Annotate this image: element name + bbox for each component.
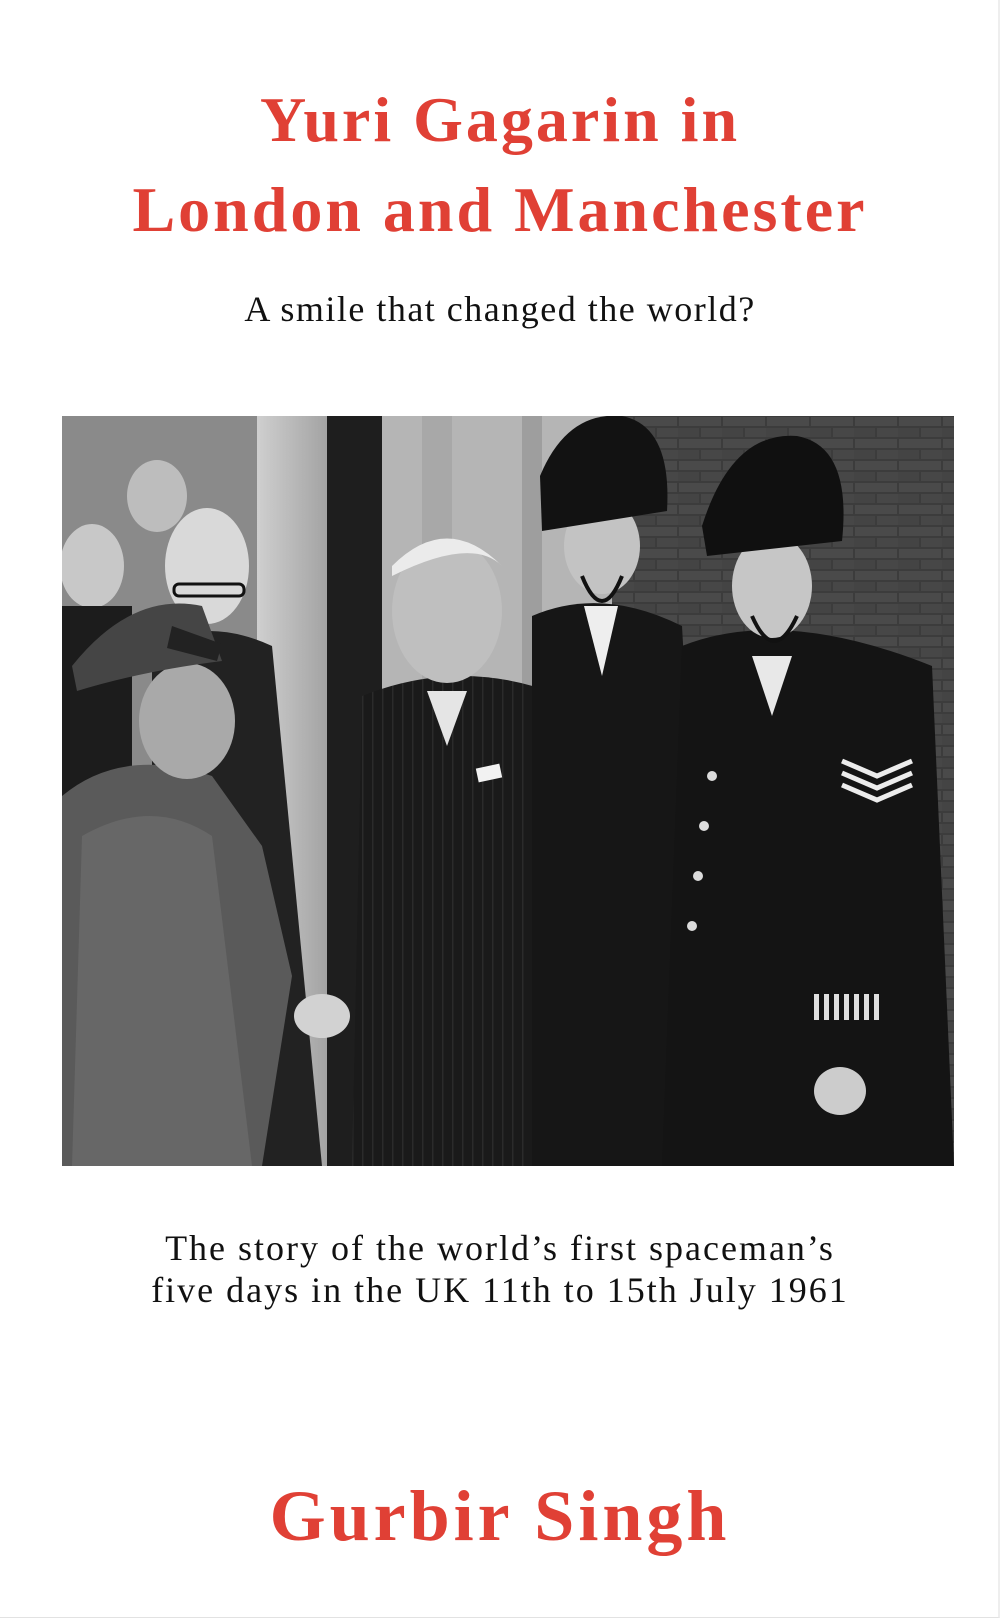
author-name: Gurbir Singh <box>269 1476 731 1556</box>
book-title-line-2: London and Manchester <box>132 174 868 245</box>
book-description-line-1: The story of the world’s first spaceman’s <box>165 1228 835 1268</box>
book-description-line-2: five days in the UK 11th to 15th July 1961 <box>151 1270 849 1310</box>
book-title-line-1: Yuri Gagarin in <box>259 84 741 155</box>
cover-photo-illustration <box>62 416 954 1166</box>
book-subtitle: A smile that changed the world? <box>244 289 756 329</box>
cover-photo <box>62 416 954 1166</box>
